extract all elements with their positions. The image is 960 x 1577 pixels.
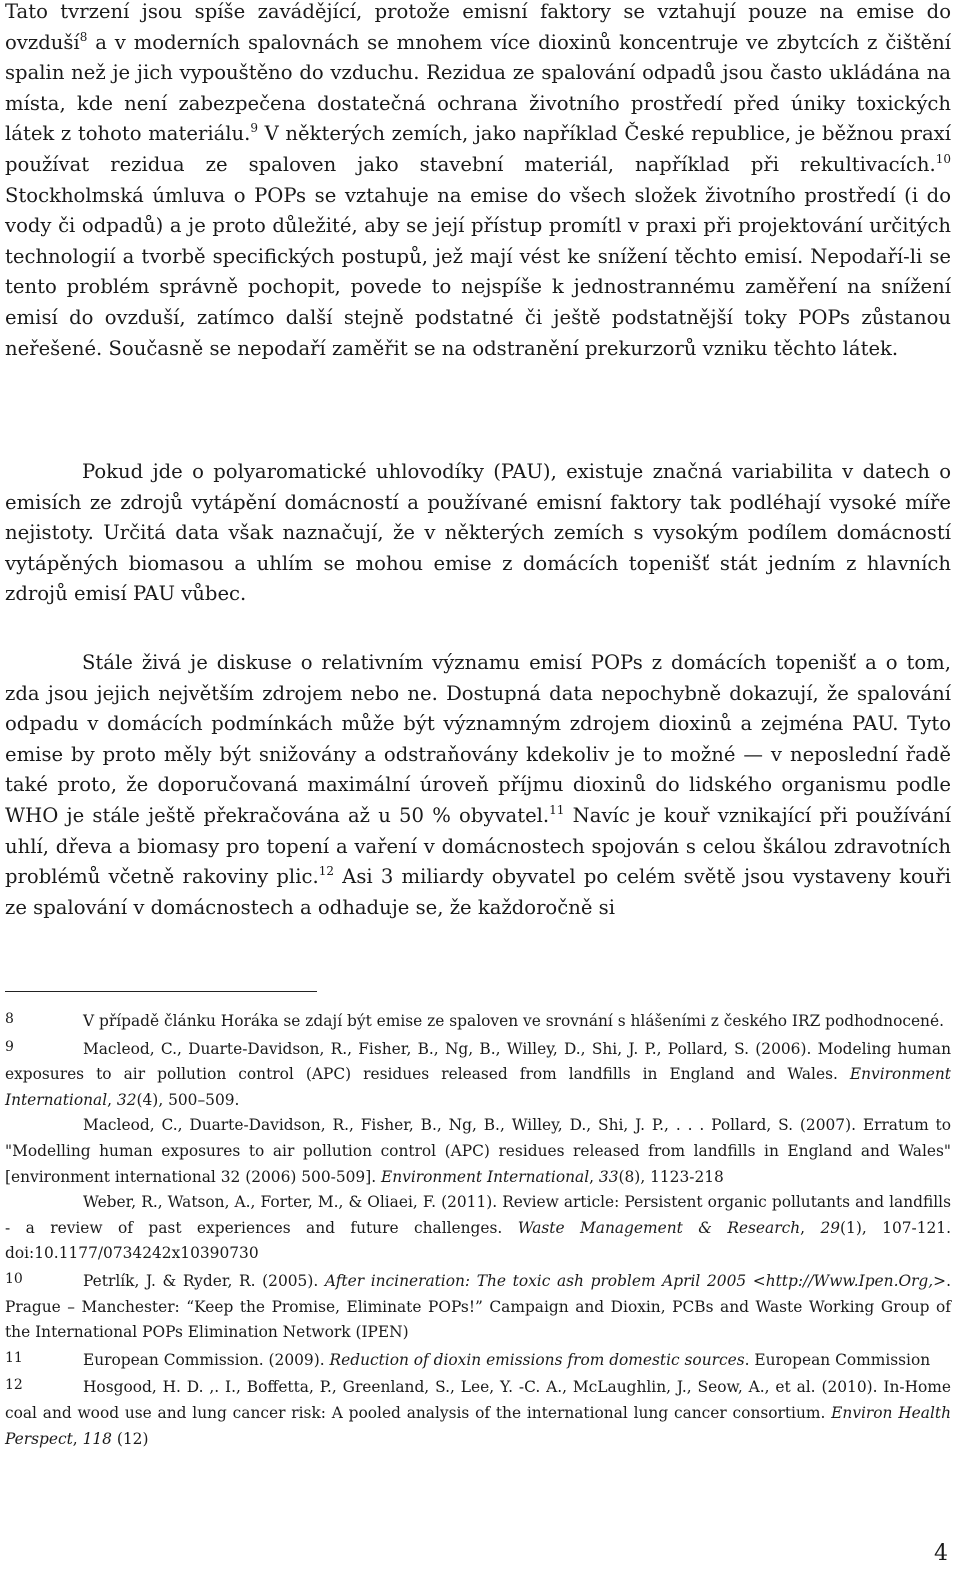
footnote-ref-12[interactable]: 12: [318, 864, 334, 879]
journal-title: Environment International: [5, 1065, 951, 1109]
paragraph-pau: Pokud jde o polyaromatické uhlovodíky (PAU), existuje značná variabilita v datech o emisích ze zdrojů vytápění domácností a používané emisní faktory tak podléhají vysoké míře nejistoty. Určitá data však naznačují, že v některých zemích s vysokým podílem domácností vytápěných biomasou a uhlím se mohou emise z domácích topenišť stát jedním z hlavních zdrojů emisí PAU vůbec.: [5, 460, 951, 606]
footnote-text: (1), 107-121. doi:10.1177/0734242x10390730: [5, 1218, 951, 1263]
footnote-text: Macleod, C., Duarte-Davidson, R., Fisher, B., Ng, B., Willey, D., Shi, J. P., . . . Pollard, S. (2007). Erratum to "Modelling human exposures to air pollution control (APC) residues released from landfills in England and Wales" [environment international 32 (2006) 500-509].: [5, 1116, 951, 1186]
footnote-number: 8: [5, 1011, 14, 1027]
report-title: Reduction of dioxin emissions from domestic sources: [329, 1350, 745, 1369]
footnote-9-ref-2: [5, 1113, 951, 1190]
footnote-text: . European Commission: [744, 1350, 931, 1369]
footnote-9-ref-3: [5, 1190, 951, 1267]
paragraph-domestic-heating: [5, 648, 951, 923]
footnote-8: [5, 1007, 951, 1035]
footnote-number: 12: [5, 1377, 23, 1394]
footnotes: [5, 1007, 951, 1452]
footnote-text: . Prague – Manchester: “Keep the Promise, Eliminate POPs!” Campaign and Dioxin, PCBs and Waste Working Group of the International POPs Elimination Network (IPEN): [5, 1271, 951, 1342]
footnote-ref-9[interactable]: 9: [250, 121, 259, 136]
footnote-10: [5, 1267, 951, 1346]
journal-title: Waste Management & Research: [517, 1218, 801, 1237]
text-run: Asi 3 miliardy obyvatel po celém světě jsou vystaveny kouři ze spalování v domácnostech a odhaduje se, že každoročně si: [5, 865, 952, 919]
footnote-text: (8), 1123-218: [618, 1167, 724, 1186]
text-run: Navíc je kouř vznikající při používání uhlí, dřeva a biomasy pro topení a vaření v domácnostech spojován s celou škálou zdravotních problémů včetně rakoviny plic.: [5, 803, 951, 889]
footnote-12: [5, 1373, 951, 1452]
footnote-ref-8[interactable]: 8: [79, 29, 88, 44]
paragraph-emissions: [5, 0, 951, 364]
journal-volume: 118: [82, 1429, 112, 1448]
footnote-text: ,: [72, 1429, 83, 1448]
text-run: a v moderních spalovnách se mnohem více dioxinů koncentruje ve zbytcích z čištění spalin než je jich vypouštěno do vzduchu. Rezidua ze spalování odpadů jsou často ukládána na místa, kde není zabezpečena dostatečná ochrana životního prostředí před úniky toxických látek z tohoto materiálu.: [5, 30, 951, 146]
text-run: Stále živá je diskuse o relativním významu emisí POPs z domácích topenišť a o tom, zda jsou jejich největším zdrojem nebo ne. Dostupná data nepochybně dokazují, že spalování odpadu v domácích podmínkách může být významným zdrojem dioxinů a zejména PAU. Tyto emise by proto měly být snižovány a odstraňovány kdekoliv je to možné — v neposlední řadě také proto, že doporučovaná maximální úroveň příjmu dioxinů do lidského organismu podle WHO je stále ještě překračována až u 50 % obyvatel.: [5, 651, 951, 827]
footnote-text: Hosgood, H. D. ,. I., Boffetta, P., Greenland, S., Lee, Y. -C. A., McLaughlin, J., Seow, A., et al. (2010). In-Home coal and wood use and lung cancer risk: A pooled analysis of the international lung cancer consortium.: [5, 1378, 951, 1422]
footnote-separator: [5, 991, 317, 992]
footnote-text: ,: [589, 1167, 599, 1186]
footnote-9: [5, 1035, 951, 1114]
footnote-ref-11[interactable]: 11: [549, 802, 565, 817]
footnote-text: (12): [111, 1429, 149, 1448]
journal-title: Environment International: [381, 1167, 590, 1186]
text-run: Tato tvrzení jsou spíše zavádějící, protože emisní faktory se vztahují pouze na emise do ovzduší: [5, 0, 951, 54]
journal-volume: 33: [598, 1167, 619, 1186]
footnote-text: ,: [800, 1218, 821, 1237]
footnote-text: Macleod, C., Duarte-Davidson, R., Fisher, B., Ng, B., Willey, D., Shi, J. P., Pollard, S. (2006). Modeling human exposures to air pollution control (APC) residues released from landfills in England and Wales.: [5, 1039, 951, 1084]
footnote-number: 10: [5, 1270, 23, 1287]
report-title: After incineration: The toxic ash problem April 2005 <http://Www.Ipen.Org,>: [324, 1271, 947, 1290]
text-run: V některých zemích, jako například České republice, je běžnou praxí používat rezidua ze spaloven jako stavební materiál, například při rekultivacích.: [5, 122, 951, 176]
footnote-ref-10[interactable]: 10: [935, 151, 951, 166]
journal-volume: 29: [820, 1218, 841, 1237]
text-run: Stockholmská úmluva o POPs se vztahuje na emise do všech složek životního prostředí (i do vody či odpadů) a je proto důležité, aby se její přístup promítl v praxi při projektování určitých technologií a tvorbě specifických postupů, jež mají vést ke snížení těchto emisí. Nepodaří-li se tento problém správně pochopit, povede to nejspíše k jednostrannému zaměření na snížení emisí do ovzduší, zatímco další stejně podstatné či ještě podstatnější toky POPs zůstanou neřešené. Současně se nepodaří zaměřit se na odstranění prekurzorů vzniku těchto látek.: [5, 183, 951, 360]
footnote-text: ,: [107, 1090, 117, 1109]
footnote-text: Weber, R., Watson, A., Forter, M., & Oliaei, F. (2011). Review article: Persistent organic pollutants and landfills - a review of past experiences and future challenges.: [5, 1193, 951, 1237]
footnote-text: V případě článku Horáka se zdají být emise ze spaloven ve srovnání s hlášeními z českého IRZ podhodnocené.: [83, 1012, 944, 1030]
journal-title: Environ Health Perspect: [5, 1403, 951, 1448]
footnote-11: [5, 1346, 951, 1374]
page-number: 4: [934, 1541, 948, 1566]
footnote-text: Petrlík, J. & Ryder, R. (2005).: [83, 1271, 325, 1290]
footnote-text: (4), 500–509.: [136, 1090, 240, 1109]
footnote-text: European Commission. (2009).: [83, 1350, 330, 1369]
footnote-number: 11: [5, 1349, 23, 1366]
journal-volume: 32: [116, 1090, 137, 1109]
footnote-number: 9: [5, 1038, 14, 1055]
